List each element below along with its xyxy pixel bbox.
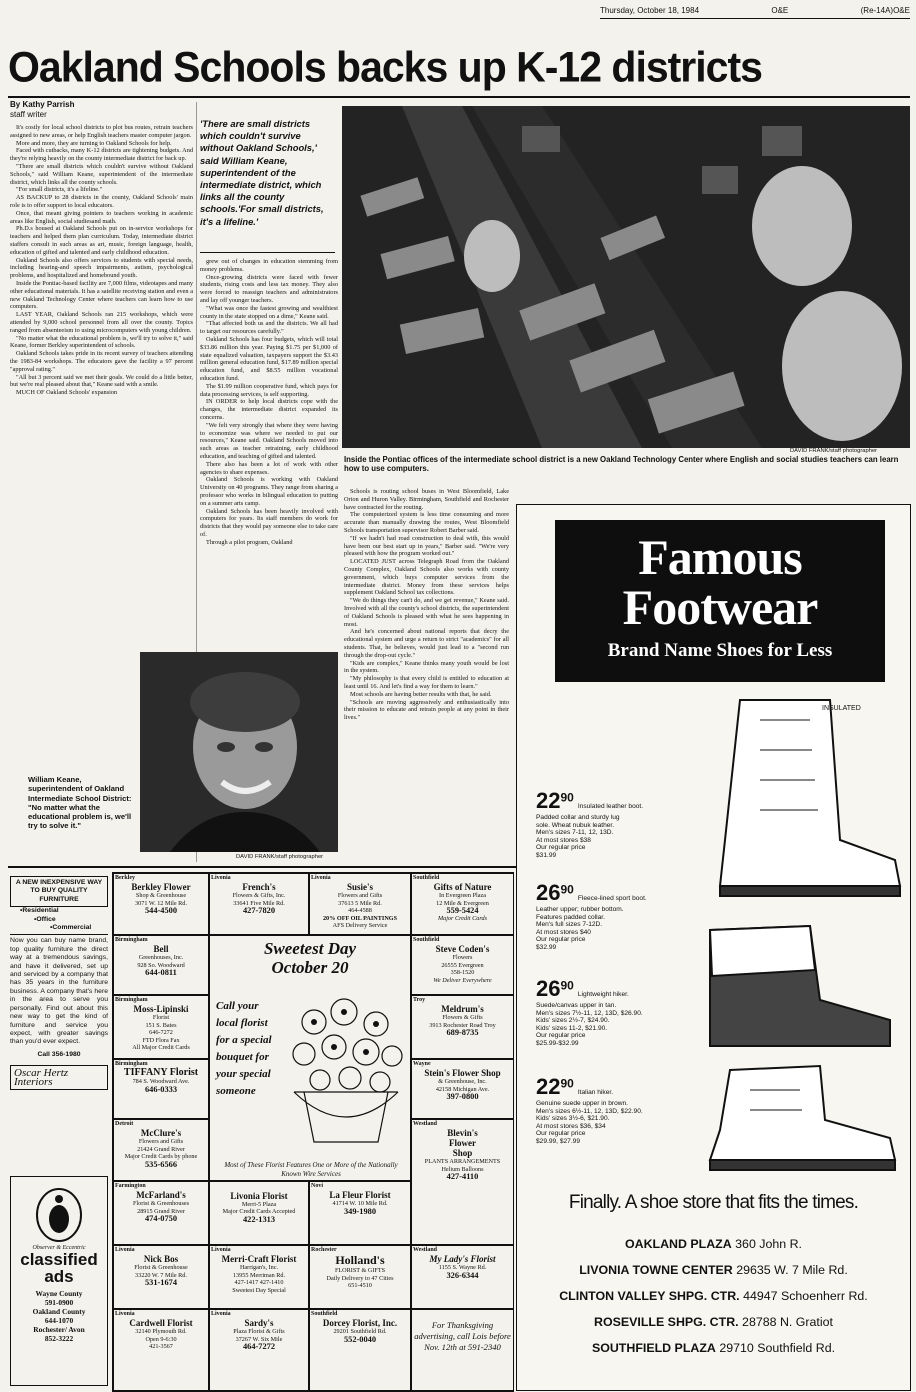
florist-cell [411, 873, 514, 935]
florist-line: 33220 W. 7 Mile Rd. [135, 1271, 187, 1279]
florist-phone: We Deliver Everywhere [433, 976, 492, 984]
headline: Oakland Schools backs up K-12 districts [8, 42, 762, 92]
florist-city: Livonia [211, 1247, 231, 1253]
florist-line: 20% OFF OIL PAINTINGS [322, 914, 398, 922]
logo-line-2: Interiors [14, 1075, 53, 1088]
article-paragraph: "We felt very strongly that where they were having to economize was where we needed to put our resources," Keane said. Oakland Schools moved into such areas as teacher retraining, early childhood education, and teaching of gifted and talented. [200, 421, 338, 460]
article-column-1 [10, 124, 193, 658]
florist-line: 12 Mile & Evergreen [436, 899, 489, 907]
florist-line: 21424 Grand River [137, 1145, 185, 1153]
florist-line: Florist & Greenhouses [132, 1200, 190, 1208]
oscar-hertz-logo [10, 1065, 108, 1090]
photo-credit: DAVID FRANK/staff photographer [790, 448, 878, 454]
florist-phone: 349-1980 [343, 1206, 377, 1216]
florist-phone: 644-0811 [145, 968, 177, 978]
product-line: Our regular price [536, 1032, 586, 1040]
florist-line: Harrigan's, Inc. [239, 1264, 279, 1272]
florist-name: La Fleur Florist [329, 1190, 391, 1201]
article-paragraph: "For small districts, it's a lifeline." [16, 186, 103, 194]
product-line: Men's full sizes 7-12D. [536, 921, 603, 929]
florist-phone: 646-0333 [144, 1084, 178, 1094]
florist-line: Shop [452, 1148, 473, 1159]
florist-name: Sardy's [244, 1318, 274, 1329]
classified-line: 852-3222 [44, 1334, 74, 1343]
furniture-ad [10, 876, 108, 1136]
florist-cell [113, 1059, 209, 1119]
florist-phone: 559-5424 [446, 906, 479, 916]
product-line: Our regular price [536, 844, 586, 852]
thanksgiving-notice: For Thanksgiving advertising, call Lois before Nov. 12th at 591-2340 [411, 1309, 514, 1391]
article-paragraph: grew out of changes in education stemming from money problems. [200, 258, 338, 273]
product-cents: 90 [560, 882, 574, 897]
article-paragraph: "Kids are complex," Keane thinks many youth would be lost in the system. [344, 659, 509, 675]
florist-line: 646-7272 [149, 1029, 173, 1037]
florist-phone: All Major Credit Cards [132, 1044, 190, 1052]
florist-cell [411, 935, 514, 995]
florist-line: 3913 Rochester Road Troy [429, 1021, 496, 1029]
header-paper: O&E [771, 6, 789, 15]
article-column-2 [200, 258, 338, 648]
header-date: Thursday, October 18, 1984 [600, 6, 700, 15]
florist-city: Birmingham [115, 1061, 148, 1067]
brand-famous: Famous [638, 529, 802, 585]
article-paragraph: "That affected both us and the districts. We all had to target our resources carefully." [200, 320, 338, 336]
florist-line: Florist & Greenhouse [134, 1264, 188, 1272]
byline [10, 100, 74, 120]
florist-line: 151 S. Bates [145, 1021, 177, 1029]
florist-name: Nick Bos [143, 1254, 179, 1265]
florist-cell [411, 1245, 514, 1309]
florist-cell [209, 873, 309, 935]
florist-line: Flowers & Gifts [442, 1014, 483, 1022]
florist-phone: 535-6566 [144, 1159, 178, 1169]
florist-cell [411, 1119, 514, 1245]
florist-line: PLANTS ARRANGEMENTS [424, 1158, 501, 1166]
portrait-caption: William Keane, superintendent of Oakland Intermediate School District: "No matter what the educational problem is, we'll try to solve it." [28, 775, 132, 831]
article-paragraph: AS BACKUP to 28 districts in the county, Oakland Schools' main role is to offer support to local educators. [10, 194, 193, 209]
product-cents: 90 [560, 1076, 574, 1091]
product-line: $32.99 [536, 943, 557, 951]
store-name: LIVONIA TOWNE CENTER [579, 1263, 733, 1277]
store-address: 29635 W. 7 Mile Rd. [736, 1263, 848, 1277]
store-location [516, 1341, 911, 1355]
product-price: 22 [536, 1074, 561, 1099]
technology-center-photo [342, 106, 910, 448]
florist-city: Berkley [115, 875, 135, 881]
florist-cell [113, 1119, 209, 1181]
article-paragraph: Oakland Schools has four budgets, which will total $33.86 million this year. Paying $1.75 per $1,000 of state equalized valuation, taxpayers support the $3.43 million general education fund, $17.89 million special education fund, and $8.55 million vocational education fund. [200, 335, 338, 382]
product-line: $25.99-$32.99 [536, 1039, 579, 1047]
florist-name: Bell [153, 944, 169, 955]
product-line: sole. Wheat nubuk leather. [536, 821, 615, 829]
florist-city: Livonia [115, 1311, 135, 1317]
article-paragraph: It's costly for local school districts to plot bus routes, retrain teachers assigned to new areas, or help English teachers master computer jargon. [10, 124, 193, 139]
byline-author: By Kathy Parrish [10, 100, 75, 109]
florist-phone: AFS Delivery Service [332, 922, 388, 930]
portrait-credit: DAVID FRANK/staff photographer [236, 854, 324, 860]
product-line: Our regular price [536, 936, 586, 944]
florist-line: Greenhouses, Inc. [138, 954, 184, 962]
florist-line: 464-4588 [348, 907, 372, 915]
florist-cell [209, 1245, 309, 1309]
florist-phone: 422-1313 [242, 1214, 276, 1224]
store-address: 29710 Southfield Rd. [719, 1341, 836, 1355]
product-name: Italian hiker. [577, 1089, 614, 1096]
classified-line: 644-1070 [44, 1316, 74, 1325]
florist-cell [113, 1181, 209, 1245]
florist-phone: 427-7820 [242, 906, 276, 916]
florist-phone: 326-6344 [446, 1270, 479, 1280]
furniture-body: Now you can buy name brand, top quality furniture the direct way at a tremendous savings, and have it delivered, set up and serviced by a company that has 35 years in the furniture business. A company that's here in the area to serve you personally. Find out about this new way to get the kind of furniture and service you expect, with greater savings than you'd ever expect. [10, 934, 108, 1046]
article-paragraph: There also has been a lot of work with other agencies to share expenses. [200, 460, 338, 476]
article-paragraph: Through a pilot program, Oakland [206, 538, 293, 546]
sweetest-day-promo [209, 935, 411, 1181]
florist-city: Birmingham [115, 997, 148, 1003]
product-line: Suede/canvas upper in tan. [536, 1002, 617, 1009]
article-paragraph: The $1.99 million cooperative fund, which pays for data processing services, is self supporting. [200, 382, 338, 398]
florist-line: 1155 S. Wayne Rd. [438, 1264, 487, 1272]
shoe-slogan: Finally. A shoe store that fits the times. [568, 1192, 859, 1213]
bullet-residential: •Residential [20, 907, 59, 915]
florist-phone: 397-0800 [446, 1092, 479, 1102]
article-paragraph: IN ORDER to help local districts cope with the changes, the intermediate district expanded its concerns. [200, 398, 338, 421]
florist-phone: 421-3567 [149, 1343, 173, 1351]
furniture-headline: A NEW INEXPENSIVE WAY TO BUY QUALITY FURNITURE [10, 876, 108, 907]
florist-city: Birmingham [115, 937, 148, 943]
florist-city: Livonia [211, 875, 231, 881]
furniture-phone: Call 356-1980 [37, 1050, 81, 1058]
florist-line: 37267 W. Six Mile [235, 1335, 283, 1343]
florist-cell [309, 1181, 411, 1245]
florist-phone: 464-7272 [242, 1342, 276, 1352]
florist-line: 42158 Michigan Ave. [435, 1085, 490, 1093]
florist-line: 13955 Merriman Rd. [232, 1271, 286, 1279]
article-paragraph: And he's concerned about national reports that decry the educational system and urge a return to strict "academics" for all students. That, he believes, would just lead to a "second run through the drop-out cycle." [344, 628, 509, 659]
florist-line: In Evergreen Plaza [439, 892, 486, 900]
florist-line: 358-1520 [450, 969, 475, 977]
product-sport-boot [536, 880, 716, 952]
article-column-3 [344, 488, 509, 860]
bullet-office: •Office [34, 915, 56, 923]
florist-cell [113, 873, 209, 935]
florist-cell [113, 995, 209, 1059]
florist-name: McClure's [140, 1128, 182, 1139]
florist-name: Holland's [335, 1253, 385, 1268]
florist-line: Flowers & Gifts, Inc. [232, 892, 286, 900]
article-paragraph: "My philosophy is that every child is entitled to education at least until 16. And let's find a way for them to learn." [344, 675, 509, 690]
florist-line: Major Credit Cards Accepted [222, 1208, 296, 1216]
article-paragraph: "No matter what the educational problem is, we'll try to solve it," said Keane, former Berkley superintendent of schools. [10, 334, 193, 350]
famous-footwear-banner [555, 520, 885, 682]
section-rule [8, 866, 516, 868]
classified-subtitle: ads [44, 1267, 74, 1286]
article-paragraph: LAST YEAR, Oakland Schools ran 215 workshops, which were attended by 9,000 school personnel from all over the county. Topics ranged from absenteeism to using microcomputers with young children. [10, 311, 193, 334]
florist-line: 28915 Grand River [137, 1207, 185, 1215]
header-rule [600, 18, 910, 19]
florist-name: Cardwell Florist [129, 1318, 193, 1329]
article-paragraph: "If we hadn't had road construction to deal with, this would have been our best start up in years," Barber said. "We're very pleased with how the program worked out." [344, 534, 509, 558]
florist-line: Plaza Florist & Gifts [233, 1328, 285, 1336]
keane-portrait [140, 652, 338, 852]
florist-name: Berkley Flower [131, 882, 191, 893]
store-name: CLINTON VALLEY SHPG. CTR. [559, 1289, 740, 1303]
florist-cell [309, 873, 411, 935]
article-paragraph: Once, that meant giving pointers to teachers working in academic areas like English, social studiesand math. [10, 209, 193, 225]
florist-name: Dorcey Florist, Inc. [322, 1318, 398, 1329]
product-line: Leather upper; rubber bottom. [536, 906, 624, 913]
store-address: 360 John R. [735, 1237, 802, 1251]
article-paragraph: Oakland Schools also offers services to students with special needs, including hearing-and speech impairments, autism, psychological problems, and hospitalized and homebound youth. [10, 256, 193, 280]
florist-phone: 427-4110 [446, 1172, 479, 1182]
product-insulated-boot [536, 788, 716, 860]
florist-city: Southfield [413, 937, 440, 943]
product-price: 26 [536, 880, 561, 905]
article-paragraph: "Schools are moving aggressively and enthusiastically into their mission to educate and retrain people at any point in their lives." [344, 698, 509, 722]
article-paragraph: "What was once the fastest growing and wealthiest county in the state stopped on a dime," Keane said. [200, 304, 338, 320]
store-address: 44947 Schoenherr Rd. [743, 1289, 868, 1303]
florist-line: Major Credit Cards by phone [124, 1153, 198, 1161]
brand-footwear: Footwear [622, 579, 818, 635]
store-location [516, 1263, 911, 1277]
florist-name: Blevin's [447, 1128, 478, 1139]
article-paragraph: Once-growing districts were faced with fewer students, rising costs and less tax money. They also were forced to reassign teachers and administrators and lay off younger teachers. [200, 273, 338, 304]
florist-cell [309, 1309, 411, 1391]
product-name: Fleece-lined sport boot. [577, 895, 647, 902]
logo-line-1: Oscar Hertz [14, 1067, 69, 1080]
article-paragraph: Schools is routing school buses in West Bloomfield, Lake Orion and Huron Valley. Birmingham, Southfield and Rochester have contracted for the routing. [344, 488, 509, 511]
florist-line: Flowers [452, 954, 473, 962]
product-line: Features padded collar. [536, 913, 605, 921]
sweetest-day-footer: Most of These Florist Features One or More of the Nationally Known Wire Services [224, 1161, 398, 1178]
florist-line: 427-1417 427-1410 [234, 1279, 284, 1287]
florist-name: TIFFANY Florist [123, 1067, 199, 1079]
florist-name: Gifts of Nature [433, 882, 492, 893]
florist-city: Detroit [115, 1121, 134, 1127]
product-italian-hiker [536, 1074, 716, 1146]
product-name: Lightweight hiker. [577, 991, 629, 998]
article-paragraph: Most schools are having better results with that, he said. [350, 690, 492, 698]
store-name: OAKLAND PLAZA [625, 1237, 732, 1251]
store-location [516, 1315, 911, 1329]
headline-rule [8, 96, 910, 98]
florist-city: Troy [413, 997, 426, 1003]
florist-city: Farmington [115, 1183, 146, 1189]
classified-line: Wayne County [35, 1289, 83, 1298]
florist-line: Flower [449, 1138, 476, 1149]
florist-city: Southfield [311, 1311, 338, 1317]
store-location [516, 1289, 911, 1303]
product-name: Insulated leather boot. [577, 803, 644, 810]
product-line: Our regular price [536, 1130, 586, 1138]
florist-city: Westland [413, 1121, 438, 1127]
florist-city: Novi [311, 1183, 323, 1189]
article-paragraph: LOCATED JUST across Telegraph Road from the Oakland County Complex, Oakland Schools also works with county government, which buys computer services from the intermediate district. Money from these services helps supplement Oakland School tax collections. [344, 558, 509, 597]
article-paragraph: "There are small districts which couldn't survive without Oakland Schools," said William Keane, superintendent of the intermediate district, which links all the county schools. [10, 162, 193, 186]
florist-city: Westland [413, 1247, 438, 1253]
page-header [600, 6, 910, 15]
florist-cell [113, 935, 209, 995]
product-line: Padded collar and sturdy lug [536, 814, 620, 821]
florist-phone: 651-4510 [348, 1282, 372, 1290]
header-code: (Re-14A)O&E [860, 6, 910, 15]
product-cents: 90 [560, 790, 574, 805]
florist-phone: 689-8735 [446, 1028, 479, 1038]
classified-line: Oakland County [32, 1307, 86, 1316]
photo-caption: Inside the Pontiac offices of the intermediate school district is a new Oakland Technology Center where English and social studies teachers can learn how to use computers. [344, 455, 899, 474]
florist-name: Moss-Lipinski [133, 1004, 189, 1015]
classified-line: 591-0900 [44, 1298, 74, 1307]
florist-cell [309, 1245, 411, 1309]
article-paragraph: Oakland Schools has been heavily involved with computers for years. Its staff members do work for districts that they would pay someone else to take care of. [200, 507, 338, 538]
florist-name: Livonia Florist [230, 1191, 288, 1201]
florist-line: Flowers and Gifts [337, 892, 383, 900]
florist-name: My Lady's Florist [429, 1254, 496, 1265]
article-paragraph: The computerized system is less time consuming and more accurate than manually drawing the routes, West Bloomfield Schools transportation supervisor Robert Barber said. [344, 511, 509, 534]
florist-phone: Sweetest Day Special [232, 1286, 286, 1294]
product-line: Genuine suede upper in brown. [536, 1100, 629, 1107]
product-line: Men's sizes 7½-11, 12, 13D, $26.90. [536, 1009, 643, 1017]
product-line: $29.99, $27.99 [536, 1137, 580, 1145]
florist-phone: 474-0750 [144, 1214, 178, 1224]
product-line: At most stores $36, $34 [536, 1122, 606, 1130]
florist-cell [411, 995, 514, 1059]
classified-paper: Observer & Eccentric [32, 1245, 86, 1251]
boots-illustration [700, 690, 905, 1190]
florist-phone: 544-4500 [144, 906, 178, 916]
florist-line: Open 9-6:30 [145, 1335, 177, 1343]
florist-phone: 552-0040 [343, 1334, 377, 1344]
portrait-illustration [140, 652, 338, 852]
florist-line: 928 So. Woodward [137, 961, 185, 969]
article-paragraph: Oakland Schools is working with Oakland University on 40 programs. They range from sharing a professor who works in bilingual education to putting on a summer arts camp. [200, 476, 338, 507]
product-line: At most stores $40 [536, 928, 591, 936]
product-line: At most stores $38 [536, 836, 591, 844]
store-name: SOUTHFIELD PLAZA [591, 1341, 716, 1355]
florist-line: 784 S. Woodward Ave. [132, 1078, 190, 1086]
florist-line: Merri-5 Plaza [241, 1201, 277, 1208]
florist-name: Susie's [346, 882, 373, 893]
article-paragraph: Faced with cutbacks, many K-12 districts are tightening budgets. And they're relying heavily on the county intermediate district for back up. [10, 147, 193, 163]
product-line: Men's sizes 7-11, 12, 13D. [536, 829, 614, 837]
florist-line: Helium Balloons [441, 1165, 484, 1173]
florist-line: Major Credit Cards [437, 914, 488, 922]
sweetest-day-title: Sweetest Day [263, 939, 357, 958]
florist-name: Steve Coden's [435, 944, 490, 955]
florist-cell [113, 1245, 209, 1309]
florist-line: Florist [152, 1014, 170, 1022]
florist-phone: 531-1674 [144, 1278, 178, 1288]
florist-line: 37613 5 Mile Rd. [338, 899, 382, 907]
florist-line: Daily Delivery to 47 Cities [326, 1274, 394, 1282]
florist-line: 26555 Evergreen [441, 961, 484, 969]
article-paragraph: Ph.D.s housed at Oakland Schools put on in-service workshops for teachers and helped them plan curriculum. Today, intermediate district staffers consult in such areas as art, music, foreign language, health, education of gifted and talented and early childhood education. [10, 225, 193, 256]
florist-line: Flowers and Gifts [138, 1138, 184, 1146]
florist-city: Wayne [413, 1061, 431, 1067]
sweetest-day-script: Call your local florist for a special bouquet for your special someone [216, 1000, 272, 1097]
product-price: 26 [536, 976, 561, 1001]
product-price: 22 [536, 788, 561, 813]
florist-line: 29201 Southfield Rd. [333, 1328, 387, 1336]
florist-city: Livonia [211, 1311, 231, 1317]
article-paragraph: "All but 3 percent said we met their goals. We could do a little better, but we're real pleased about that," Keane said with a smile. [10, 373, 193, 389]
article-paragraph: Oakland Schools takes pride in its recent survey of teachers attending the 1983-84 workshops. The educators gave the facility a 97 percent "approval rating." [10, 350, 193, 373]
florist-city: Livonia [311, 875, 331, 881]
product-lightweight-hiker [536, 976, 716, 1048]
florist-line: 3071 W. 12 Mile Rd. [135, 899, 187, 907]
pull-quote-rule [200, 252, 335, 253]
flower-basket-icon [284, 992, 408, 1150]
product-cents: 90 [560, 978, 574, 993]
bell-icon [29, 1185, 89, 1243]
product-line: $31.99 [536, 851, 557, 859]
florist-name: French's [242, 882, 276, 893]
florist-city: Rochester [311, 1247, 337, 1253]
store-location [516, 1237, 911, 1251]
brand-tagline: Brand Name Shoes for Less [607, 640, 833, 661]
florist-line: FTD Flora Fax [142, 1036, 180, 1044]
product-line: Kids' sizes 2½-7, $24.90. [536, 1017, 610, 1025]
florist-cell [209, 1309, 309, 1391]
product-line: Kids' sizes 11-2, $21.90. [536, 1024, 608, 1032]
florist-name: Stein's Flower Shop [424, 1068, 501, 1079]
florist-line: & Greenhouse, Inc. [438, 1078, 487, 1086]
florist-name: McFarland's [136, 1190, 186, 1201]
florist-line: 32140 Plymouth Rd. [135, 1328, 187, 1336]
bullet-commercial: •Commercial [50, 924, 92, 932]
pull-quote: 'There are small districts which couldn't survive without Oakland Schools,' said William Keane, superintendent of the intermediate district, which links all the county schools.'For small districts, it's a lifeline.' [200, 118, 324, 227]
store-address: 28788 N. Gratiot [742, 1315, 833, 1329]
florist-city: Livonia [115, 1247, 135, 1253]
product-line: Kids' sizes 3½-6, $21.90. [536, 1115, 610, 1123]
florist-directory [112, 872, 514, 1392]
article-paragraph: MUCH OF Oakland Schools' expansion [16, 389, 118, 397]
article-paragraph: More and more, they are turning to Oakland Schools for help. [16, 139, 172, 147]
product-line: Men's sizes 6½-11, 12, 13D, $22.90. [536, 1107, 643, 1115]
florist-line: FLORIST & GIFTS [334, 1267, 386, 1275]
florist-cell [411, 1059, 514, 1119]
photo-illustration [342, 106, 910, 448]
store-name: ROSEVILLE SHPG. CTR. [594, 1315, 739, 1329]
classified-title: classified [20, 1250, 98, 1269]
byline-role: staff writer [10, 110, 47, 119]
classified-ad [10, 1176, 108, 1386]
florist-cell [113, 1309, 209, 1391]
florist-line: 33641 Five Mile Rd. [233, 899, 285, 907]
insulated-label: INSULATED [822, 705, 861, 712]
article-paragraph: Inside the Pontiac-based facility are 7,000 films, videotapes and many other educational materials. It has a satellite receiving station and even a new Oakland Technology Center where teachers can learn how to use computers. [10, 279, 193, 311]
sweetest-day-date: October 20 [271, 958, 349, 977]
florist-line: Shop & Greenhouse [135, 892, 187, 900]
florist-city: Southfield [413, 875, 440, 881]
florist-name: Merri-Craft Florist [221, 1254, 297, 1265]
florist-cell [209, 1181, 309, 1245]
florist-line: 41714 W. 10 Mile Rd. [332, 1200, 388, 1208]
classified-line: Rochester/ Avon [33, 1325, 85, 1334]
florist-name: Meldrum's [441, 1004, 484, 1015]
article-paragraph: "We do things they can't do, and we get revenue," Keane said. Involved with all the county's school districts, the superintendent of Oakland Schools is pleased with what he sees happening in most. [344, 597, 509, 628]
